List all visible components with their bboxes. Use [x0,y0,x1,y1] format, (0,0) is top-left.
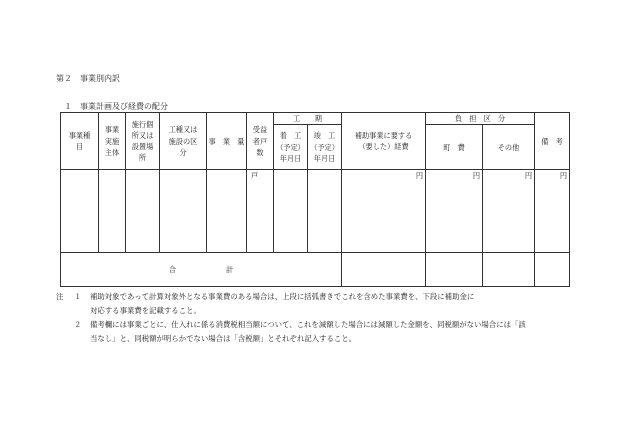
header-beneficiaries: 受益 者戸 数 [247,113,274,170]
notes-label: 注 [56,292,64,301]
cell-town-cost: 円 [426,170,483,253]
header-remarks: 備 考 [535,113,570,170]
note-1-line-2: 対応する事業費を記載すること。 [90,306,201,315]
cell-cost: 円 [342,170,426,253]
header-entity: 事業 実施 主体 [99,113,126,170]
note-1-line-1: 補助対象であって計算対象外となる事業費のある場合は、上段に括弧書きでこれを含めた事業費を、下段に補助金に [90,292,475,301]
total-row [61,253,570,287]
header-quantity: 事 業 量 [207,113,247,170]
cell-start [274,170,308,253]
cell-location [126,170,160,253]
cell-project-type [61,170,99,253]
header-work-type: 工種又は 施設の区 分 [160,113,207,170]
header-burden: 負 担 区 分 [426,113,535,125]
total-cost [342,253,426,287]
cell-entity [99,170,126,253]
cell-beneficiaries: 戸 [247,170,274,253]
header-cost: 補助事業に要する （要した）経費 [342,113,426,170]
total-remarks [535,253,570,287]
header-project-type: 事業種 目 [61,113,99,170]
note-1-number: １ [74,292,82,301]
header-other: その他 [483,125,535,170]
header-start: 着 工 （予定） 年月日 [274,125,308,170]
header-town-cost: 町 費 [426,125,483,170]
data-row [61,170,570,253]
header-schedule: 工 期 [274,113,342,125]
cell-other: 円 [483,170,535,253]
cell-quantity [207,170,247,253]
header-end: 竣 工 （予定） 年月日 [308,125,342,170]
total-other [483,253,535,287]
header-location: 施行個 所又は 設置場 所 [126,113,160,170]
subsection-title: １ 事業計画及び経費の配分 [64,102,168,111]
cell-end [308,170,342,253]
cell-remarks: 円 [535,170,570,253]
note-2-line-1: 備考欄には事業ごとに、仕入れに係る消費税相当額について、これを減額した場合には減額した金額を、同税額がない場合には「該 [90,320,526,329]
total-label: 合 計 [61,253,342,287]
note-2-number: ２ [74,320,82,329]
section-title: 第２ 事業別内訳 [56,74,120,83]
budget-table [60,112,570,287]
note-2-line-2: 当なし」と、同税額が明らかでない場合は「含税額」とそれぞれ記入すること。 [90,334,357,343]
cell-work-type [160,170,207,253]
total-town-cost [426,253,483,287]
